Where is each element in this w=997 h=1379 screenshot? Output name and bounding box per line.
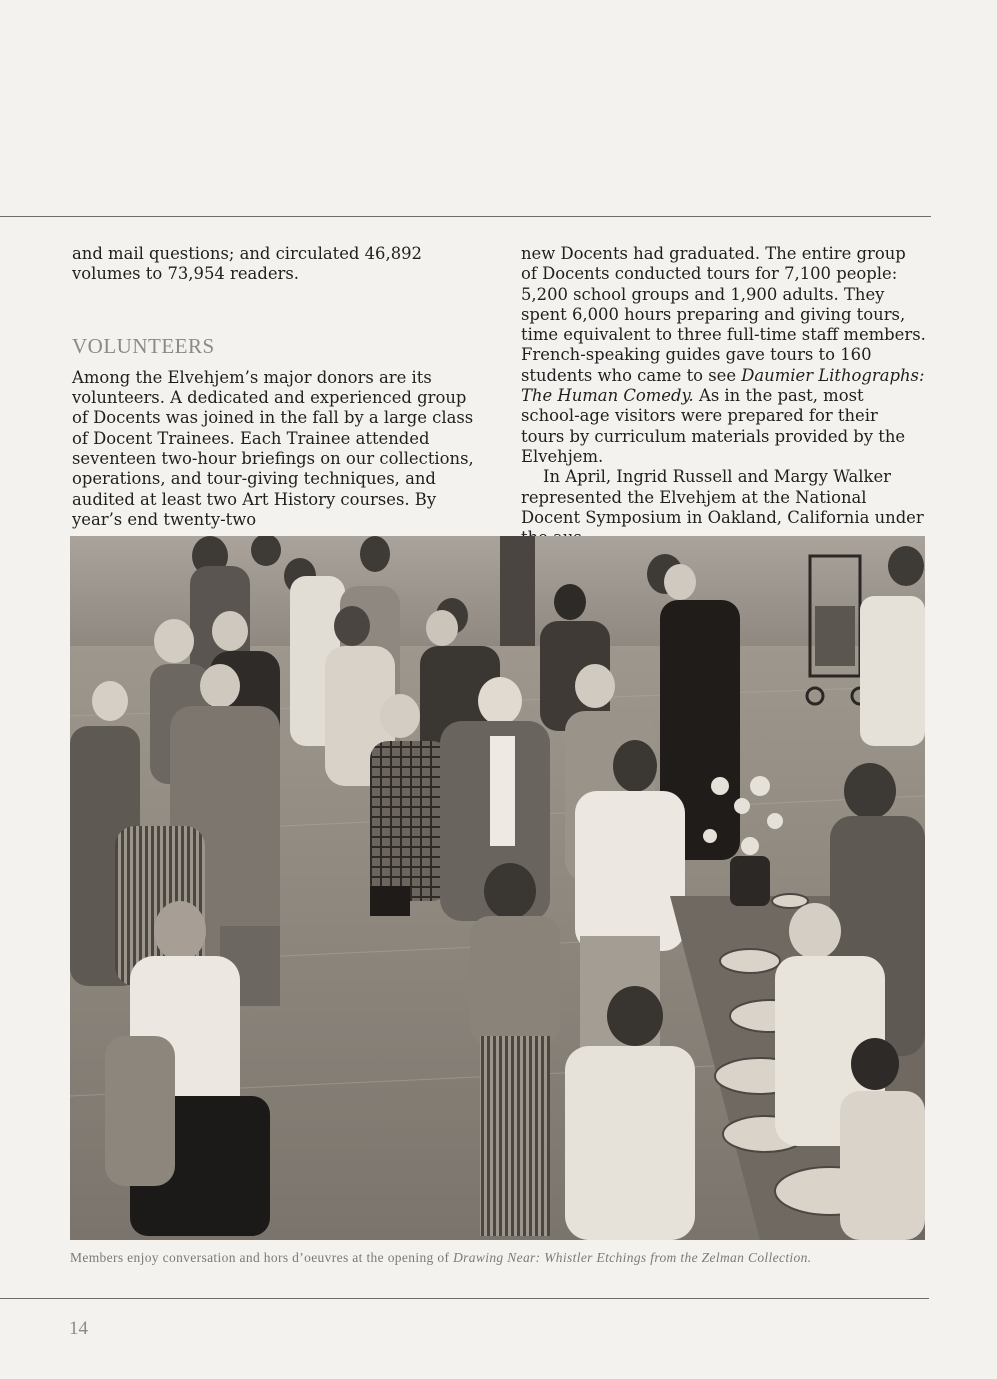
left-paragraph-1: and mail questions; and circulated 46,892 volumes to 73,954 readers. bbox=[72, 244, 422, 284]
caption-text: Members enjoy conversation and hors d’oeuvres at the opening of bbox=[70, 1250, 454, 1265]
section-heading-volunteers: VOLUNTEERS bbox=[72, 333, 215, 358]
page-number: 14 bbox=[69, 1318, 88, 1339]
top-rule bbox=[0, 216, 931, 217]
photo-caption bbox=[70, 1250, 930, 1266]
caption-exhibition-title: Drawing Near: Whistler Etchings from the Zelman Collection. bbox=[453, 1250, 812, 1265]
right-paragraph-1-text-a: new Docents had graduated. The entire group of Docents conducted tours for 7,100 people: 5,200 school groups and 1,900 adults. They spent 6,000 hours preparing and giving tours, time equivalent to three full-time staff members. French-speaking guides gave tours to 160 students who came to see bbox=[521, 244, 926, 385]
bottom-rule bbox=[0, 1298, 929, 1299]
photo-illustration bbox=[70, 536, 925, 1240]
exhibition-title-daumier: Daumier Lithographs: The Human Comedy. bbox=[521, 365, 925, 406]
right-paragraph-1-text-b: As in the past, most school-age visitors were prepared for their tours by curriculum materials provided by the Elvehjem. bbox=[521, 386, 906, 466]
left-paragraph-2: Among the Elvehjem’s major donors are its volunteers. A dedicated and experienced group of Docents was joined in the fall by a large class of Docent Trainees. Each Trainee attended seventeen two-hour briefings on our collections, operations, and tour-giving techniques, and audited at least two Art History courses. By year’s end twenty-two bbox=[72, 367, 474, 529]
right-paragraph-2: In April, Ingrid Russell and Margy Walker represented the Elvehjem at the National Docent Symposium in Oakland, California under bbox=[521, 467, 924, 527]
reception-photograph bbox=[70, 536, 925, 1240]
right-column bbox=[521, 244, 926, 548]
right-paragraph-1 bbox=[521, 244, 926, 467]
left-column bbox=[72, 244, 482, 530]
